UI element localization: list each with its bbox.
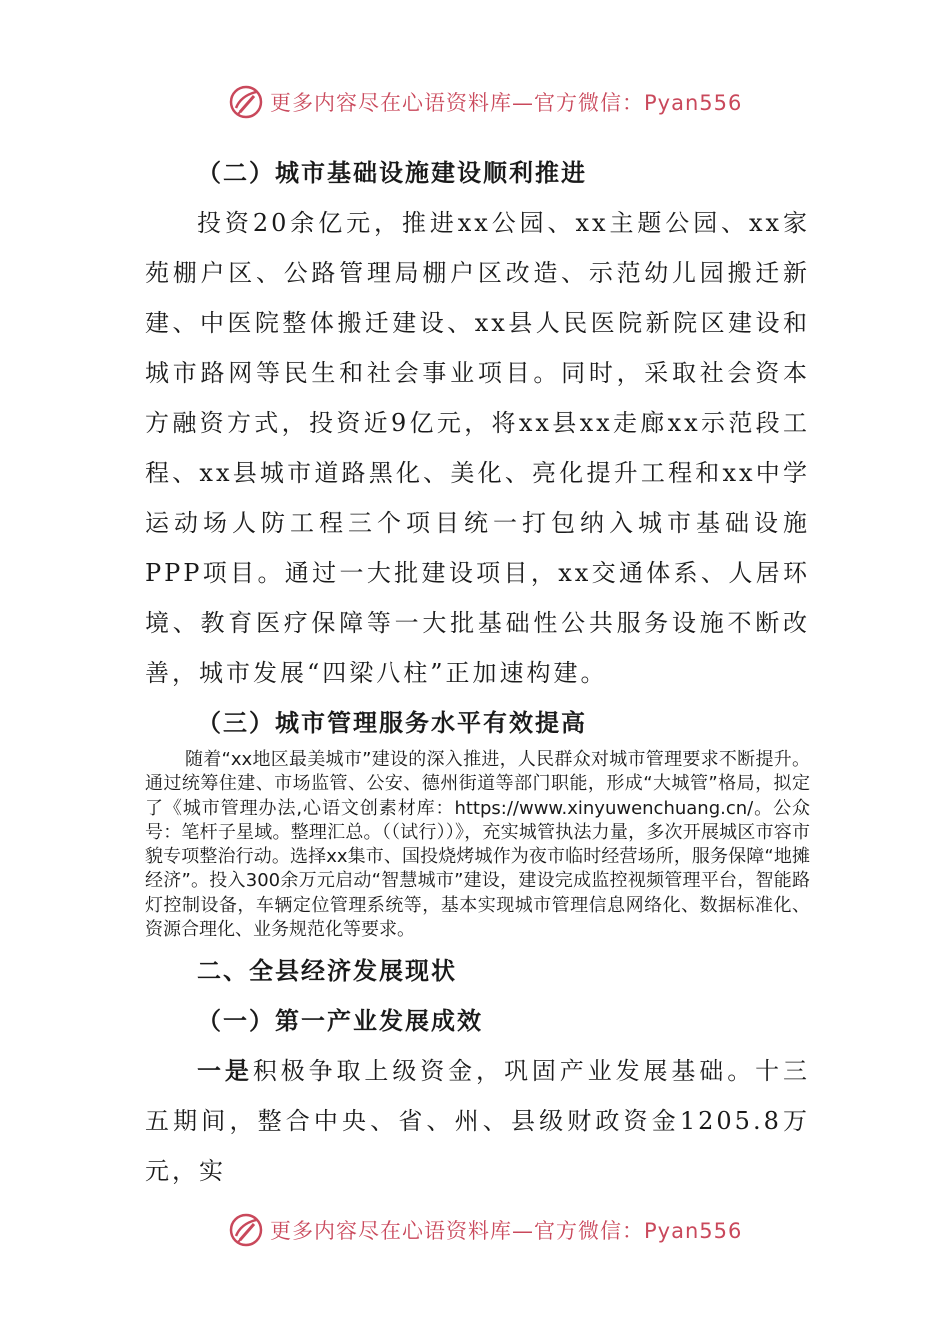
part-heading-economy: 二、全县经济发展现状 (197, 957, 457, 986)
banner-text: 更多内容尽在心语资料库—官方微信：Pyan556 (270, 91, 743, 115)
pen-swirl-logo-icon (228, 1212, 264, 1248)
section-heading-primary-industry: （一）第一产业发展成效 (197, 1007, 483, 1036)
section-heading-infrastructure: （二）城市基础设施建设顺利推进 (197, 159, 587, 187)
banner-text: 更多内容尽在心语资料库—官方微信：Pyan556 (270, 1219, 743, 1243)
header-banner (228, 80, 748, 124)
footer-banner (228, 1208, 748, 1252)
paragraph-city-management: 随着“xx地区最美城市”建设的深入推进，人民群众对城市管理要求不断提升。通过统筹住建、市场监管、公安、德州街道等部门职能，形成“大城管”格局，拟定了《城市管理办法,心语文创素材库：https://www.xinyuwenchuang.cn/。公众号：笔杆子星域。整理汇总。（（试行））》，充实城管执法力量，多次开展城区市容市貌专项整治行动。选择xx集市、国投烧烤城作为夜市临时经营场所，服务保障“地摊经济”。投入300余万元启动“智慧城市”建设，建设完成监控视频管理平台，智能路灯控制设备，车辆定位管理系统等，基本实现城市管理信息网络化、数据标准化、资源合理化、业务规范化等要求。 (145, 749, 810, 941)
paragraph-infrastructure: 投资20余亿元，推进xx公园、xx主题公园、xx家苑棚户区、公路管理局棚户区改造、示范幼儿园搬迁新建、中医院整体搬迁建设、xx县人民医院新院区建设和城市路网等民生和社会事业项目。同时，采取社会资本方融资方式，投资近9亿元，将xx县xx走廊xx示范段工程、xx县城市道路黑化、美化、亮化提升工程和xx中学运动场人防工程三个项目统一打包纳入城市基础设施PPP项目。通过一大批建设项目，xx交通体系、人居环境、教育医疗保障等一大批基础性公共服务设施不断改善，城市发展“四梁八柱”正加速构建。 (145, 209, 810, 687)
pen-swirl-logo-icon (228, 84, 264, 120)
paragraph-primary-industry-text: 积极争取上级资金，巩固产业发展基础。十三五期间，整合中央、省、州、县级财政资金1205.8万元，实 (145, 1057, 811, 1186)
paragraph-primary-industry (145, 1046, 810, 1196)
document-body (145, 148, 810, 1196)
section-heading-city-management: （三）城市管理服务水平有效提高 (197, 709, 587, 737)
paragraph-lead: 一是 (197, 1056, 253, 1086)
